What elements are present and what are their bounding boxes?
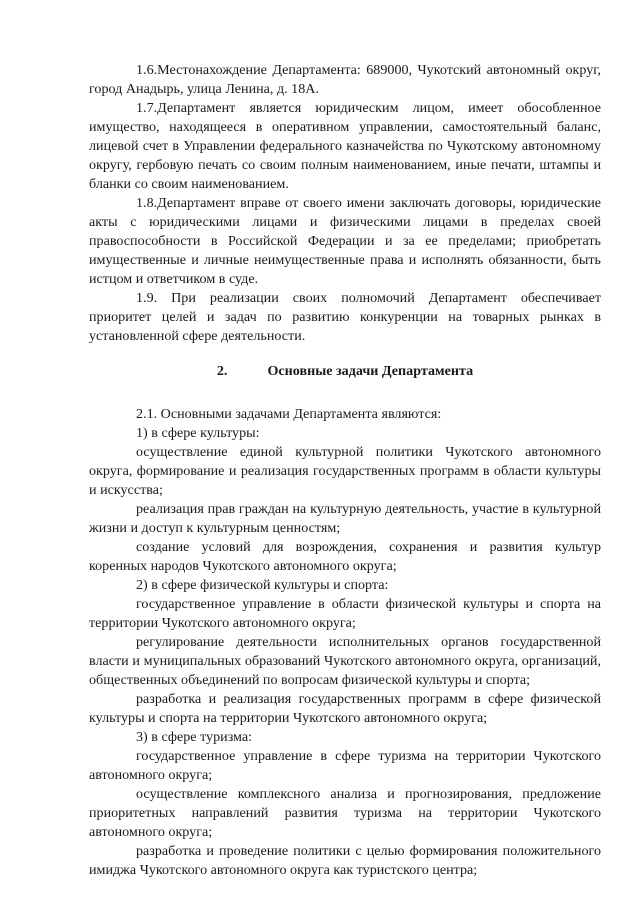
paragraph-1-9: 1.9. При реализации своих полномочий Департамент обеспечивает приоритет целей и задач по развитию конкуренции на товарных рынках в установленной сфере деятельности. bbox=[89, 290, 601, 344]
section-number: 2. bbox=[216, 363, 228, 379]
culture-subheading: 1) в сфере культуры: bbox=[136, 425, 260, 441]
paragraph-1-6: 1.6.Местонахождение Департамента: 689000, Чукотский автономный округ, город Анадырь, улица Ленина, д. 18А. bbox=[89, 62, 601, 97]
section-heading bbox=[89, 362, 601, 381]
document-page bbox=[89, 61, 601, 880]
tasks-section bbox=[89, 405, 601, 880]
paragraph-1-8: 1.8.Департамент вправе от своего имени заключать договоры, юридические акты с юридическими лицами и физическими лицами в пределах своей правоспособности в Российской Федерации и за ее пределами; приобретать имущественные и личные неимущественные права и исполнять обязанности, быть истцом и ответчиком в суде. bbox=[89, 195, 601, 287]
tourism-subheading: 3) в сфере туризма: bbox=[136, 729, 253, 745]
list-item: государственное управление в сфере туризма на территории Чукотского автономного округа; bbox=[89, 748, 601, 783]
list-item: создание условий для возрождения, сохранения и развития культур коренных народов Чукотского автономного округа; bbox=[89, 539, 601, 574]
list-item: реализация прав граждан на культурную деятельность, участие в культурной жизни и доступ к культурным ценностям; bbox=[89, 501, 601, 536]
list-item: разработка и реализация государственных программ в сфере физической культуры и спорта на территории Чукотского автономного округа; bbox=[89, 691, 601, 726]
list-item: регулирование деятельности исполнительных органов государственной власти и муниципальных образований Чукотского автономного округа, организаций, общественных объединений по вопросам физической культуры и спорта; bbox=[89, 634, 601, 688]
list-item: государственное управление в области физической культуры и спорта на территории Чукотского автономного округа; bbox=[89, 596, 601, 631]
intro-section bbox=[89, 61, 601, 346]
section-title: Основные задачи Департамента bbox=[267, 363, 474, 379]
paragraph-1-7: 1.7.Департамент является юридическим лицом, имеет обособленное имущество, находящееся в оперативном управлении, самостоятельный баланс, лицевой счет в Управлении федерального казначейства по Чукотскому автономному округу, гербовую печать со своим полным наименованием, иные печати, штампы и бланки со своим наименованием. bbox=[89, 100, 601, 192]
list-item: разработка и проведение политики с целью формирования положительного имиджа Чукотского автономного округа как туристского центра; bbox=[89, 843, 601, 878]
sport-subheading: 2) в сфере физической культуры и спорта: bbox=[136, 577, 389, 593]
paragraph-2-1: 2.1. Основными задачами Департамента являются: bbox=[136, 406, 442, 422]
list-item: осуществление комплексного анализа и прогнозирования, предложение приоритетных направлений развития туризма на территории Чукотского автономного округа; bbox=[89, 786, 601, 840]
list-item: осуществление единой культурной политики Чукотского автономного округа, формирование и реализация государственных программ в области культуры и искусства; bbox=[89, 444, 601, 498]
